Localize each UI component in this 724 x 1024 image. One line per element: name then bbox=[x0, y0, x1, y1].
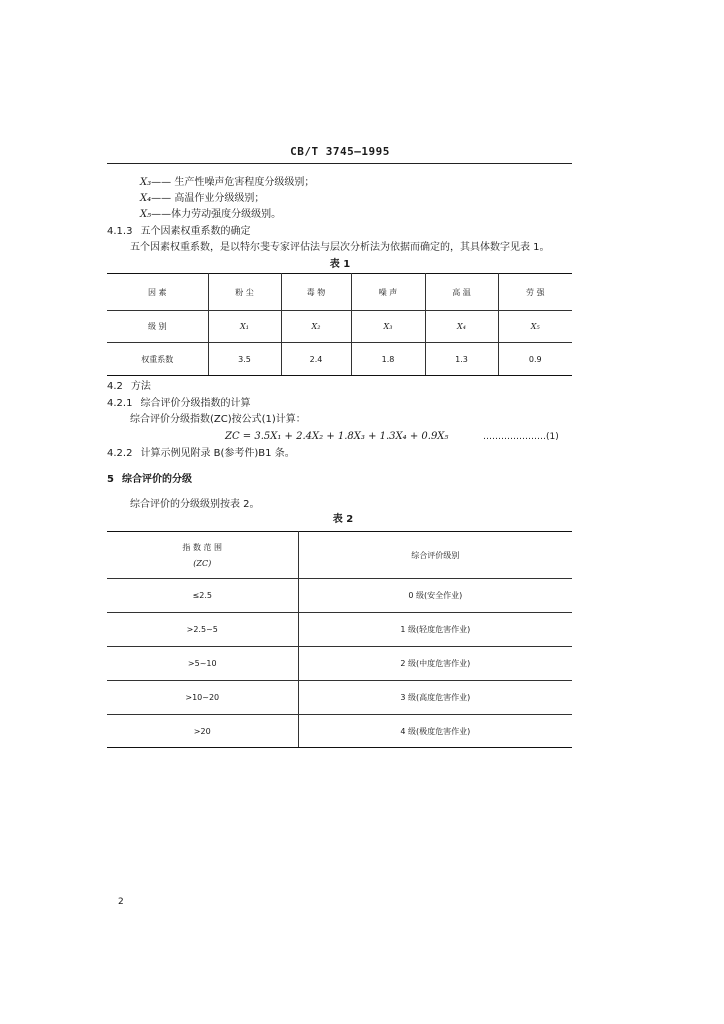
grade-cell: 0 级(安全作业) bbox=[298, 579, 572, 613]
zc-formula: ZC = 3.5X₁ + 2.4X₂ + 1.8X₃ + 1.3X₄ + 0.9X₅ bbox=[225, 431, 449, 442]
header-cell: 粉 尘 bbox=[208, 274, 281, 311]
table-row bbox=[107, 311, 572, 343]
header-cell: 高 温 bbox=[425, 274, 498, 311]
grade-cell: 4 级(极度危害作业) bbox=[298, 715, 572, 748]
index-range-header bbox=[107, 532, 298, 579]
table-row bbox=[107, 343, 572, 376]
table-cell: X₅ bbox=[498, 311, 572, 343]
table-header-row bbox=[107, 532, 572, 579]
section-number: 4.1.3 bbox=[107, 226, 133, 237]
table-row bbox=[107, 681, 572, 715]
header-cell: 因 素 bbox=[107, 274, 208, 311]
header-line: 指 数 范 围 bbox=[182, 543, 223, 552]
row-label-cell: 权重系数 bbox=[107, 343, 208, 376]
table-row bbox=[107, 647, 572, 681]
table-header-row bbox=[107, 274, 572, 311]
definition-x4 bbox=[140, 193, 264, 205]
section-title: 综合评价的分级 bbox=[121, 474, 192, 485]
section-4-2-1-paragraph: 综合评价分级指数(ZC)按公式(1)计算： bbox=[130, 414, 306, 425]
table-row bbox=[107, 579, 572, 613]
section-4-1-3-heading bbox=[107, 226, 250, 238]
definition-text: ——体力劳动强度分级级别。 bbox=[151, 209, 282, 220]
definition-x5 bbox=[140, 209, 281, 221]
standard-code-header: CB/T 3745—1995 bbox=[290, 145, 390, 158]
section-title: 五个因素权重系数的确定 bbox=[140, 226, 251, 237]
section-4-2-1-heading bbox=[107, 398, 250, 410]
table-cell: 2.4 bbox=[281, 343, 351, 376]
section-5-paragraph: 综合评价的分级级别按表 2。 bbox=[130, 499, 260, 510]
row-label-cell: 级 别 bbox=[107, 311, 208, 343]
definition-text: —— 高温作业分级级别； bbox=[151, 193, 265, 204]
header-cell: 毒 物 bbox=[281, 274, 351, 311]
grade-cell: 2 级(中度危害作业) bbox=[298, 647, 572, 681]
definition-symbol: X₅ bbox=[140, 209, 152, 220]
grading-level-table bbox=[107, 531, 572, 748]
grade-cell: 1 级(轻度危害作业) bbox=[298, 613, 572, 647]
section-number: 4.2 bbox=[107, 381, 123, 392]
equation-number: …………………(1) bbox=[483, 432, 559, 442]
section-5-heading bbox=[107, 474, 192, 486]
definition-symbol: X₃ bbox=[140, 177, 152, 188]
range-cell: >5~10 bbox=[107, 647, 298, 681]
definition-symbol: X₄ bbox=[140, 193, 152, 204]
table1-caption: 表 1 bbox=[329, 259, 351, 270]
section-title: 综合评价分级指数的计算 bbox=[140, 398, 251, 409]
definition-text: —— 生产性噪声危害程度分级级别； bbox=[151, 177, 315, 188]
section-text: 计算示例见附录 B(参考件)B1 条。 bbox=[140, 448, 295, 459]
table-cell: 0.9 bbox=[498, 343, 572, 376]
section-4-1-3-paragraph: 五个因素权重系数，是以特尔斐专家评估法与层次分析法为依据而确定的，其具体数字见表 1。 bbox=[130, 242, 550, 253]
section-number: 4.2.2 bbox=[107, 448, 133, 459]
table-cell: 3.5 bbox=[208, 343, 281, 376]
grade-cell: 3 级(高度危害作业) bbox=[298, 681, 572, 715]
table-cell: X₂ bbox=[281, 311, 351, 343]
range-cell: >10~20 bbox=[107, 681, 298, 715]
table-row bbox=[107, 715, 572, 748]
weight-coefficient-table bbox=[107, 273, 572, 376]
grade-header: 综合评价级别 bbox=[298, 532, 572, 579]
header-cell: 劳 强 bbox=[498, 274, 572, 311]
definition-x3 bbox=[140, 177, 314, 189]
table-cell: X₁ bbox=[208, 311, 281, 343]
section-title: 方法 bbox=[130, 381, 151, 392]
table-cell: X₃ bbox=[351, 311, 425, 343]
header-line: (ZC) bbox=[193, 559, 212, 568]
header-cell: 噪 声 bbox=[351, 274, 425, 311]
table-cell: X₄ bbox=[425, 311, 498, 343]
table-cell: 1.8 bbox=[351, 343, 425, 376]
page-number: 2 bbox=[118, 897, 124, 907]
table2-caption: 表 2 bbox=[332, 514, 354, 525]
section-number: 5 bbox=[107, 474, 114, 485]
range-cell: ≤2.5 bbox=[107, 579, 298, 613]
table-row bbox=[107, 613, 572, 647]
range-cell: >2.5~5 bbox=[107, 613, 298, 647]
range-cell: >20 bbox=[107, 715, 298, 748]
table-cell: 1.3 bbox=[425, 343, 498, 376]
header-rule bbox=[107, 163, 572, 164]
section-number: 4.2.1 bbox=[107, 398, 133, 409]
section-4-2-heading bbox=[107, 381, 151, 393]
section-4-2-2 bbox=[107, 448, 295, 460]
